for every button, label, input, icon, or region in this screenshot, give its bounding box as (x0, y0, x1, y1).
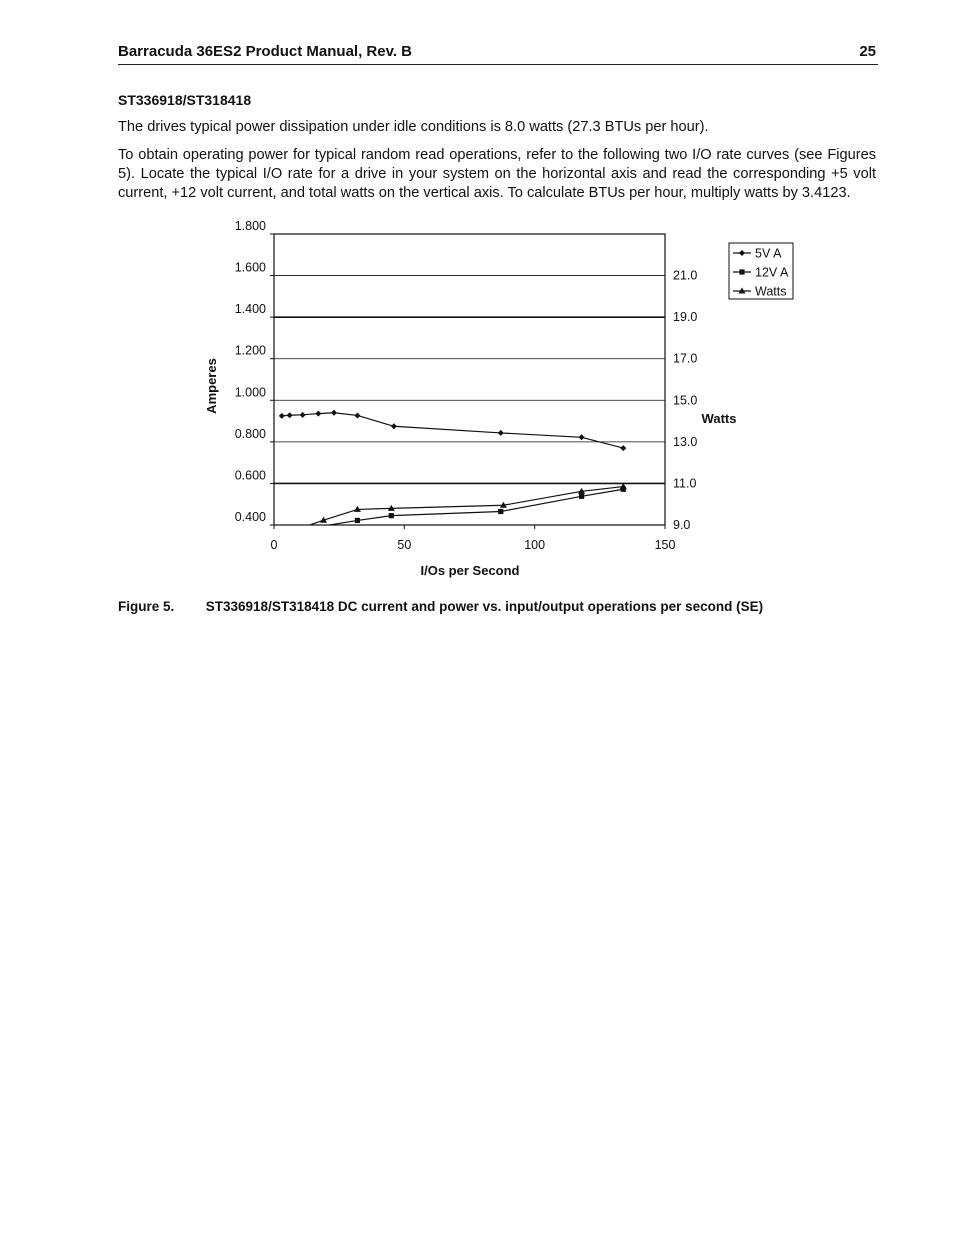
y-axis-ticks (235, 219, 274, 525)
x-tick-label: 150 (654, 538, 676, 552)
section-heading: ST336918/ST318418 (118, 92, 252, 108)
legend (729, 243, 793, 299)
idle-power-paragraph: The drives typical power dissipation under idle conditions is 8.0 watts (27.3 BTUs per hour). (118, 119, 709, 135)
y-tick-label: 1.600 (234, 260, 266, 275)
y-tick-label: 0.800 (234, 426, 266, 441)
data-point-12v-a (308, 526, 313, 531)
operating-power-paragraph: To obtain operating power for typical random read operations, refer to the following two I/O rate curves (see Figures 5). Locate the typical I/O rate for a drive in your system on the horizontal axis and read the corresponding +5 volt current, +12 volt current, and total watts on the vertical axis. To calculate BTUs per hour, multiply watts by 3.4123. (118, 147, 876, 201)
data-point-12v-a (579, 494, 584, 499)
y2-tick-label: 11.0 (673, 476, 697, 491)
data-point-5v-a (279, 413, 285, 419)
y-tick-label: 1.400 (234, 302, 266, 317)
series-5v-a (279, 410, 626, 451)
data-point-5v-a (287, 412, 293, 418)
y2-tick-label: 15.0 (673, 393, 698, 408)
data-point-5v-a (391, 423, 397, 429)
figure-caption (118, 599, 763, 614)
plot-area-frame (274, 234, 665, 525)
data-point-12v-a (355, 518, 360, 523)
gridlines (274, 276, 665, 484)
y-tick-label: 1.000 (234, 385, 266, 400)
y-tick-label: 0.600 (234, 468, 266, 483)
data-point-12v-a (498, 509, 503, 514)
legend-marker-12v-a (739, 269, 744, 274)
data-point-5v-a (620, 445, 626, 451)
x-axis-label: I/Os per Second (420, 563, 520, 578)
data-point-5v-a (331, 410, 337, 416)
y2-tick-label: 21.0 (673, 268, 698, 283)
y-tick-label: 1.200 (234, 343, 266, 358)
y2-tick-label: 9.0 (673, 518, 691, 532)
y-tick-label: 1.800 (234, 219, 266, 233)
manual-title: Barracuda 36ES2 Product Manual, Rev. B (118, 43, 412, 60)
y-axis-label: Amperes (204, 358, 219, 414)
y2-axis-label: Watts (701, 411, 737, 426)
x-tick-label: 100 (524, 538, 546, 552)
data-point-5v-a (498, 430, 504, 436)
legend-label-12v-a: 12V A (755, 265, 789, 280)
y2-axis-ticks (673, 269, 697, 532)
series-line-watts (295, 487, 623, 531)
series-line-5v-a (282, 413, 623, 448)
data-point-12v-a (389, 513, 394, 518)
legend-label-watts: Watts (755, 284, 787, 299)
data-point-5v-a (315, 411, 321, 417)
y2-tick-label: 13.0 (673, 434, 698, 449)
figure-caption-text: ST336918/ST318418 DC current and power vs. input/output operations per second (SE) (205, 599, 764, 614)
y2-tick-label: 17.0 (673, 351, 698, 366)
page-number: 25 (859, 43, 876, 60)
y-tick-label: 0.400 (234, 510, 266, 524)
series-layer (279, 410, 627, 533)
x-tick-label: 50 (397, 538, 412, 552)
figure-label: Figure 5. (118, 599, 175, 614)
x-axis-ticks (271, 525, 676, 552)
data-point-5v-a (579, 434, 585, 440)
series-12v-a (308, 487, 626, 531)
y2-tick-label: 19.0 (673, 310, 698, 325)
data-point-5v-a (300, 412, 306, 418)
legend-label-5v-a: 5V A (755, 246, 782, 261)
data-point-watts (291, 527, 298, 533)
data-point-5v-a (354, 412, 360, 418)
io-rate-chart (0, 0, 954, 600)
x-tick-label: 0 (270, 538, 278, 552)
